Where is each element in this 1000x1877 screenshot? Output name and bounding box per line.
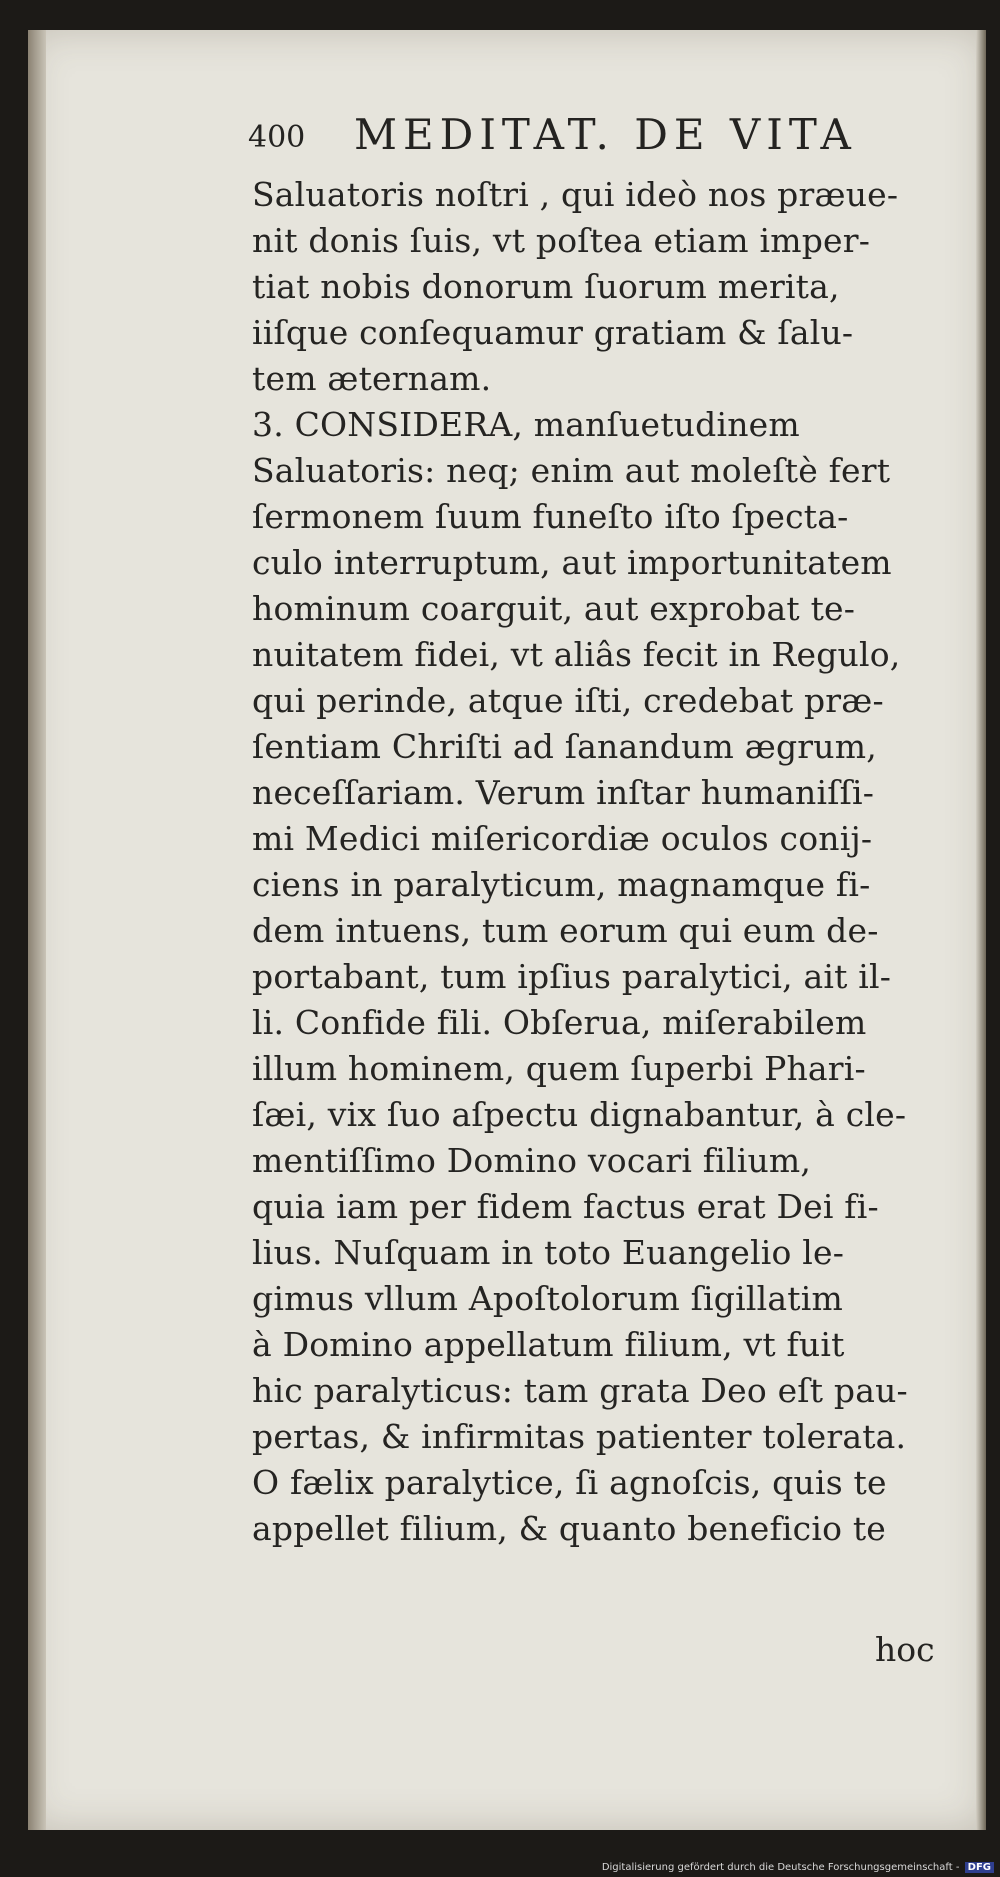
page-number: 400 — [248, 120, 306, 155]
text-line: nit donis ſuis, vt poſtea etiam imper- — [252, 221, 871, 260]
text-line: Saluatoris: neq; enim aut moleſtè fert — [252, 451, 891, 490]
text-line: ſentiam Chriſti ad ſanandum ægrum, — [252, 727, 877, 766]
catchword: hoc — [875, 1630, 935, 1669]
credit-text: Digitalisierung gefördert durch die Deutsche Forschungsgemeinschaft - — [601, 1862, 960, 1873]
text-line: ſæi, vix ſuo aſpectu dignabantur, à cle- — [252, 1095, 907, 1134]
text-line: culo interruptum, aut importunitatem — [252, 543, 892, 582]
text-line: qui perinde, atque iſti, credebat præ- — [252, 681, 884, 720]
text-line: illum hominem, quem ſuperbi Phari- — [252, 1049, 866, 1088]
text-line: mi Medici miſericordiæ oculos conij- — [252, 819, 873, 858]
text-line: mentiſſimo Domino vocari filium, — [252, 1141, 812, 1180]
running-head: MEDITAT. DE VITA — [354, 110, 857, 159]
text-line: gimus vllum Apoſtolorum ſigillatim — [252, 1279, 843, 1318]
text-line: neceſſariam. Verum inſtar humaniſſi- — [252, 773, 875, 812]
text-line: 3. CONSIDERA, manſuetudinem — [252, 405, 800, 444]
text-line: ciens in paralyticum, magnamque fi- — [252, 865, 871, 904]
text-line: hic paralyticus: tam grata Deo eſt pau- — [252, 1371, 908, 1410]
text-line: à Domino appellatum filium, vt fuit — [252, 1325, 845, 1364]
text-line: pertas, & infirmitas patienter tolerata. — [252, 1417, 907, 1456]
text-line: li. Confide fili. Obſerua, miſerabilem — [252, 1003, 867, 1042]
text-line: tem æternam. — [252, 359, 492, 398]
text-line: ſermonem ſuum funeſto iſto ſpecta- — [252, 497, 849, 536]
text-line: hominum coarguit, aut exprobat te- — [252, 589, 856, 628]
text-line: lius. Nuſquam in toto Euangelio le- — [252, 1233, 845, 1272]
text-line: O fælix paralytice, ſi agnoſcis, quis te — [252, 1463, 887, 1502]
body-text — [252, 172, 942, 1552]
text-line: Saluatoris noſtri , qui ideò nos præue- — [252, 175, 899, 214]
text-line: quia iam per fidem factus erat Dei fi- — [252, 1187, 879, 1226]
text-line: appellet filium, & quanto beneficio te — [252, 1509, 887, 1548]
text-line: portabant, tum ipſius paralytici, ait il- — [252, 957, 892, 996]
dfg-logo-badge: DFG — [965, 1862, 994, 1873]
page-header — [248, 92, 948, 162]
text-line: iiſque conſequamur gratiam & ſalu- — [252, 313, 854, 352]
text-line: dem intuens, tum eorum qui eum de- — [252, 911, 879, 950]
text-line: nuitatem fidei, vt aliâs fecit in Regulo, — [252, 635, 901, 674]
text-line: tiat nobis donorum ſuorum merita, — [252, 267, 840, 306]
page-gutter-shadow — [28, 30, 46, 1830]
digitization-credit — [602, 1862, 994, 1873]
page-edge-shadow — [976, 30, 986, 1830]
